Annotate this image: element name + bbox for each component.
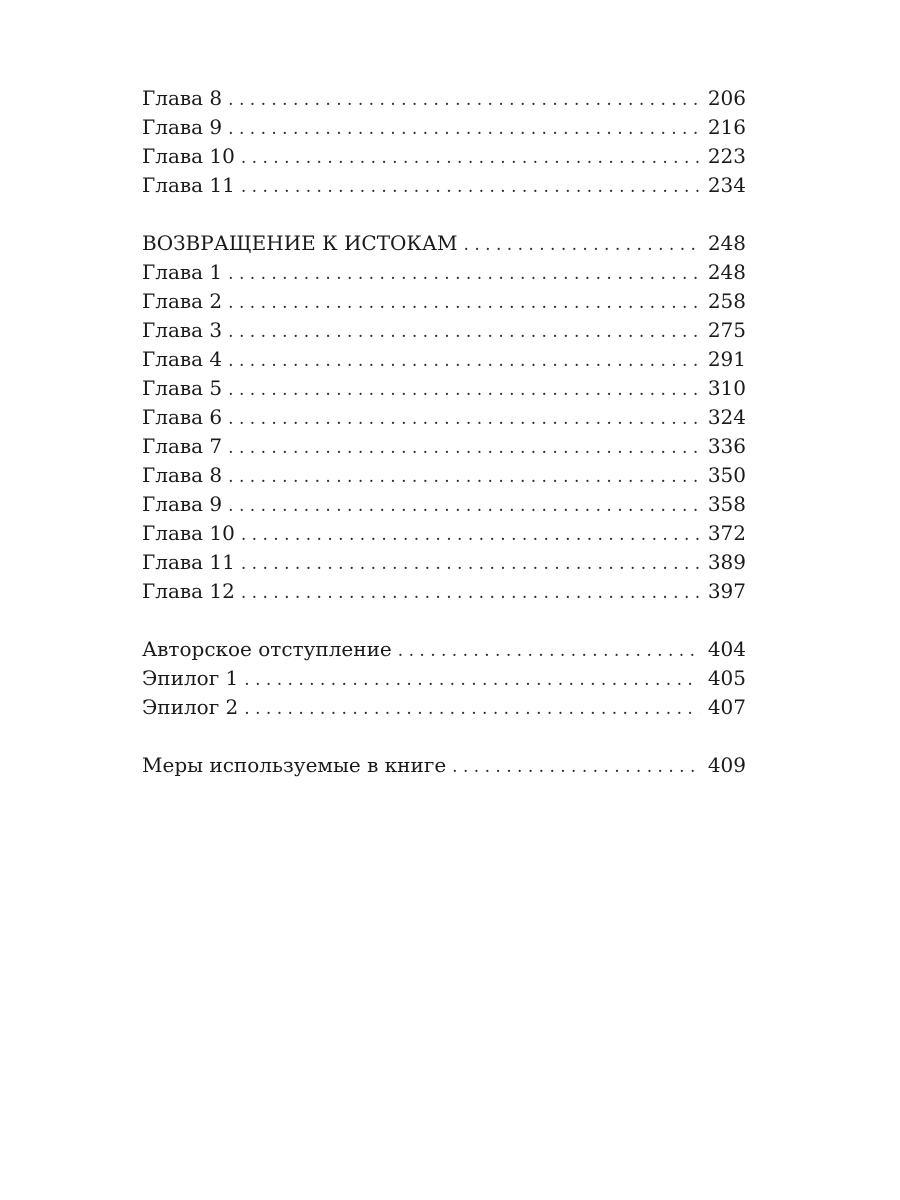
- toc-entry[interactable]: [142, 84, 746, 113]
- toc-entry-page: 358: [707, 492, 746, 516]
- toc-leader-dots: [228, 260, 700, 289]
- toc-leader-dots: [244, 666, 700, 695]
- toc-leader-dots: [241, 144, 700, 173]
- toc-entry[interactable]: [142, 693, 746, 722]
- toc-entry-title: Глава 3: [142, 318, 223, 342]
- toc-entry[interactable]: [142, 461, 746, 490]
- toc-leader-dots: [228, 463, 700, 492]
- toc-entry-title: Глава 9: [142, 492, 223, 516]
- toc-leader-dots: [228, 318, 700, 347]
- toc-group-part: [142, 229, 746, 606]
- toc-entry-page: 216: [707, 115, 746, 139]
- toc-entry-page: 409: [707, 753, 746, 777]
- toc-entry-title: ВОЗВРАЩЕНИЕ К ИСТОКАМ: [142, 231, 458, 255]
- toc-entry-page: 206: [707, 86, 746, 110]
- toc-entry-page: 350: [707, 463, 746, 487]
- toc-entry-title: Глава 10: [142, 521, 235, 545]
- toc-entry-page: 405: [707, 666, 746, 690]
- toc-entry-page: 407: [707, 695, 746, 719]
- toc-entry-title: Глава 11: [142, 550, 235, 574]
- toc-leader-dots: [452, 753, 700, 782]
- toc-leader-dots: [241, 550, 700, 579]
- toc-entry-title: Глава 6: [142, 405, 223, 429]
- toc-entry[interactable]: [142, 113, 746, 142]
- toc-leader-dots: [228, 86, 700, 115]
- toc-entry-title: Эпилог 2: [142, 695, 239, 719]
- toc-group-afterword: [142, 635, 746, 722]
- toc-entry-page: 223: [707, 144, 746, 168]
- toc-leader-dots: [464, 231, 700, 260]
- toc-entry-page: 258: [707, 289, 746, 313]
- toc-entry-title: Глава 2: [142, 289, 223, 313]
- toc-entry-title: Глава 8: [142, 86, 223, 110]
- toc-leader-dots: [228, 434, 700, 463]
- toc-leader-dots: [228, 289, 700, 318]
- toc-entry[interactable]: [142, 548, 746, 577]
- toc-entry-page: 248: [707, 231, 746, 255]
- toc-entry[interactable]: [142, 171, 746, 200]
- toc-entry[interactable]: [142, 403, 746, 432]
- toc-entry-title: Глава 9: [142, 115, 223, 139]
- toc-leader-dots: [241, 521, 700, 550]
- table-of-contents: [142, 84, 746, 780]
- toc-entry-page: 397: [707, 579, 746, 603]
- toc-leader-dots: [244, 695, 700, 724]
- toc-leader-dots: [228, 376, 700, 405]
- toc-entry-title: Глава 10: [142, 144, 235, 168]
- toc-leader-dots: [228, 405, 700, 434]
- toc-entry-page: 248: [707, 260, 746, 284]
- toc-entry-title: Глава 7: [142, 434, 223, 458]
- toc-entry[interactable]: [142, 751, 746, 780]
- toc-entry-page: 310: [707, 376, 746, 400]
- toc-entry[interactable]: [142, 258, 746, 287]
- toc-entry[interactable]: [142, 142, 746, 171]
- toc-entry[interactable]: [142, 635, 746, 664]
- toc-leader-dots: [398, 637, 700, 666]
- toc-entry[interactable]: [142, 490, 746, 519]
- toc-entry-title: Глава 12: [142, 579, 235, 603]
- toc-leader-dots: [228, 347, 700, 376]
- toc-leader-dots: [228, 492, 700, 521]
- toc-entry[interactable]: [142, 345, 746, 374]
- toc-entry[interactable]: [142, 519, 746, 548]
- toc-leader-dots: [241, 579, 700, 608]
- toc-entry[interactable]: [142, 374, 746, 403]
- toc-entry[interactable]: [142, 577, 746, 606]
- toc-entry-page: 275: [707, 318, 746, 342]
- toc-entry-title: Глава 11: [142, 173, 235, 197]
- toc-entry-page: 336: [707, 434, 746, 458]
- toc-entry-page: 234: [707, 173, 746, 197]
- toc-entry-title: Глава 1: [142, 260, 223, 284]
- toc-entry-title: Глава 8: [142, 463, 223, 487]
- toc-entry[interactable]: [142, 316, 746, 345]
- toc-entry-page: 389: [707, 550, 746, 574]
- toc-leader-dots: [241, 173, 700, 202]
- toc-entry[interactable]: [142, 287, 746, 316]
- toc-entry-title: Глава 4: [142, 347, 223, 371]
- toc-group-part-end: [142, 84, 746, 200]
- toc-entry-title: Авторское отступление: [142, 637, 392, 661]
- toc-entry-page: 291: [707, 347, 746, 371]
- toc-entry-title: Меры используемые в книге: [142, 753, 447, 777]
- toc-entry-title: Глава 5: [142, 376, 223, 400]
- toc-entry-page: 372: [707, 521, 746, 545]
- toc-leader-dots: [228, 115, 700, 144]
- toc-entry-title: Эпилог 1: [142, 666, 239, 690]
- toc-entry-page: 324: [707, 405, 746, 429]
- toc-entry[interactable]: [142, 664, 746, 693]
- toc-entry-page: 404: [707, 637, 746, 661]
- toc-group-appendix: [142, 751, 746, 780]
- toc-part-heading[interactable]: [142, 229, 746, 258]
- toc-entry[interactable]: [142, 432, 746, 461]
